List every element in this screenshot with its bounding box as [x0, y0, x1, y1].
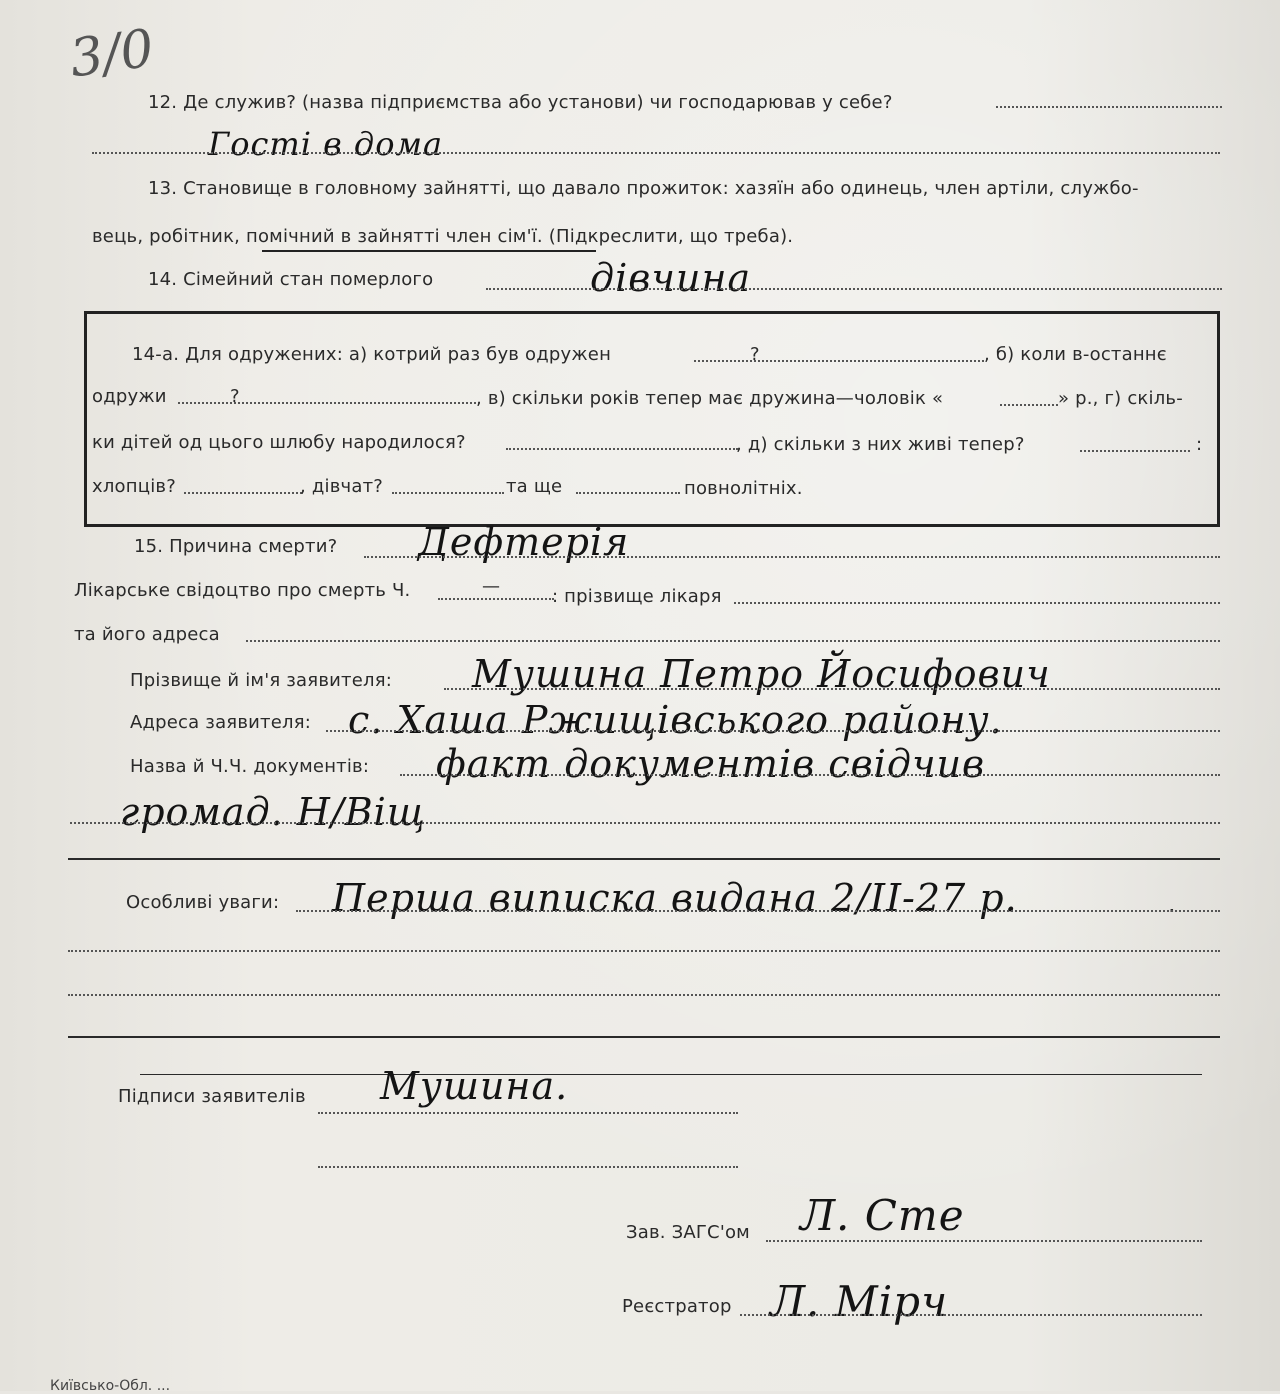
notes-dot: · [1168, 897, 1176, 925]
applicant-address-value: с. Хаша Ржищівського району. [348, 698, 1003, 742]
notes-fill-1 [296, 910, 1220, 912]
documents-value-line1: факт документів свідчив [436, 742, 986, 786]
doctor-name-fill [734, 602, 1220, 604]
documents-fill-1 [400, 774, 1220, 776]
q14a-line2-age-fill [1000, 404, 1058, 406]
q14a-line3-label: ки дітей од цього шлюбу народилося? [92, 432, 466, 453]
registrar-signature: Л. Мірч [770, 1277, 949, 1326]
documents-fill-2 [70, 822, 1220, 824]
medical-number-value: — [482, 576, 501, 597]
applicant-name-label: Прізвище й ім'я заявителя: [130, 670, 392, 691]
q14a-line1-q: ? [750, 344, 760, 365]
medical-certificate-label: Лікарське свідоцтво про смерть Ч. [74, 580, 411, 601]
notes-fill-3 [68, 994, 1220, 996]
doctor-address-fill [246, 640, 1220, 642]
q15-answer: Дефтерія [418, 520, 630, 564]
q12-answer-line [92, 152, 1220, 154]
zags-head-signature: Л. Сте [800, 1191, 965, 1240]
applicant-address-label: Адреса заявителя: [130, 712, 312, 733]
applicant-signature-label: Підписи заявителів [118, 1086, 306, 1107]
q14a-line3-alive-fill [1080, 450, 1190, 452]
q12-answer: Гості в дома [208, 125, 444, 163]
q14-label: 14. Сімейний стан померлого [148, 269, 434, 290]
doctor-address-label: та його адреса [74, 624, 220, 645]
applicant-name-value: Мушина Петро Йосифович [472, 652, 1051, 696]
documents-label: Назва й Ч.Ч. документів: [130, 756, 370, 777]
q13-underlined-option: помічний в зайнятті член сім'ї. [246, 226, 543, 247]
q14a-line2-label: одружи [92, 386, 167, 407]
q14a-line3-mid: , д) скільки з них живі тепер? [736, 434, 1025, 455]
q13-instruction: (Підкреслити, що треба). [542, 226, 794, 247]
q13-underline-mark [262, 250, 596, 252]
q14a-line2-tail: » р., г) скіль- [1058, 388, 1183, 409]
q14a-line4-label: хлопців? [92, 476, 176, 497]
section-divider-3 [140, 1074, 1202, 1075]
q12-label: 12. Де служив? (назва підприємства або установи) чи господарював у себе? [148, 92, 893, 113]
q13-option-text: вець, робітник, [92, 226, 246, 247]
applicant-signature: Мушина. [380, 1064, 569, 1108]
notes-fill-2 [68, 950, 1220, 952]
applicant-name-fill [444, 688, 1220, 690]
q14-answer: дівчина [590, 256, 752, 300]
q14a-line2-fill [178, 402, 476, 404]
q14a-line3-colon: : [1196, 434, 1203, 455]
zags-head-line [766, 1240, 1202, 1242]
q14a-line1-fill [694, 360, 984, 362]
q13-line1: 13. Становище в головному зайнятті, що давало прожиток: хазяїн або одинець, член артіли, службо- [148, 178, 1139, 199]
q14a-line2-mid: , в) скільки років тепер має дружина—чоловік « [476, 388, 944, 409]
q14a-line1-tail: , б) коли в-останнє [984, 344, 1167, 365]
q15-label: 15. Причина смерти? [134, 536, 338, 557]
notes-value: Перша виписка видана 2/ІІ-27 р. [332, 876, 1018, 920]
q15-fill-line [364, 556, 1220, 558]
registrar-label: Реєстратор [622, 1296, 732, 1317]
section-divider-2 [68, 1036, 1220, 1038]
q14a-line1-label: 14-а. Для одружених: а) котрий раз був одружен [132, 344, 612, 365]
section-divider-1 [68, 858, 1220, 860]
archive-number-mark: 3/0 [66, 18, 158, 90]
q14a-adult-label: повнолітніх. [684, 478, 803, 499]
printer-footer: Київсько-Обл. ... [50, 1378, 171, 1394]
documents-value-line2: громад. Н/Віщ [120, 790, 426, 834]
q14a-line2-q: ? [230, 386, 240, 407]
q14-fill-line [486, 288, 1222, 290]
zags-head-label: Зав. ЗАГС'ом [626, 1222, 750, 1243]
q13-line2 [92, 226, 793, 248]
q14a-boys-fill [184, 492, 302, 494]
notes-label: Особливі уваги: [126, 892, 280, 913]
q14a-girls-fill [392, 492, 504, 494]
registrar-line [740, 1314, 1202, 1316]
q14a-adult-fill [576, 492, 680, 494]
medical-number-fill [438, 598, 554, 600]
q14a-line3-fill [506, 448, 738, 450]
applicant-signature-line-1 [318, 1112, 738, 1114]
applicant-address-fill [326, 730, 1220, 732]
q14a-girls-label: , дівчат? [300, 476, 384, 497]
applicant-signature-line-2 [318, 1166, 738, 1168]
doctor-name-label: : прізвище лікаря [552, 586, 722, 607]
q12-fill-line [996, 106, 1222, 108]
q14a-more-label: та ще [506, 476, 563, 497]
